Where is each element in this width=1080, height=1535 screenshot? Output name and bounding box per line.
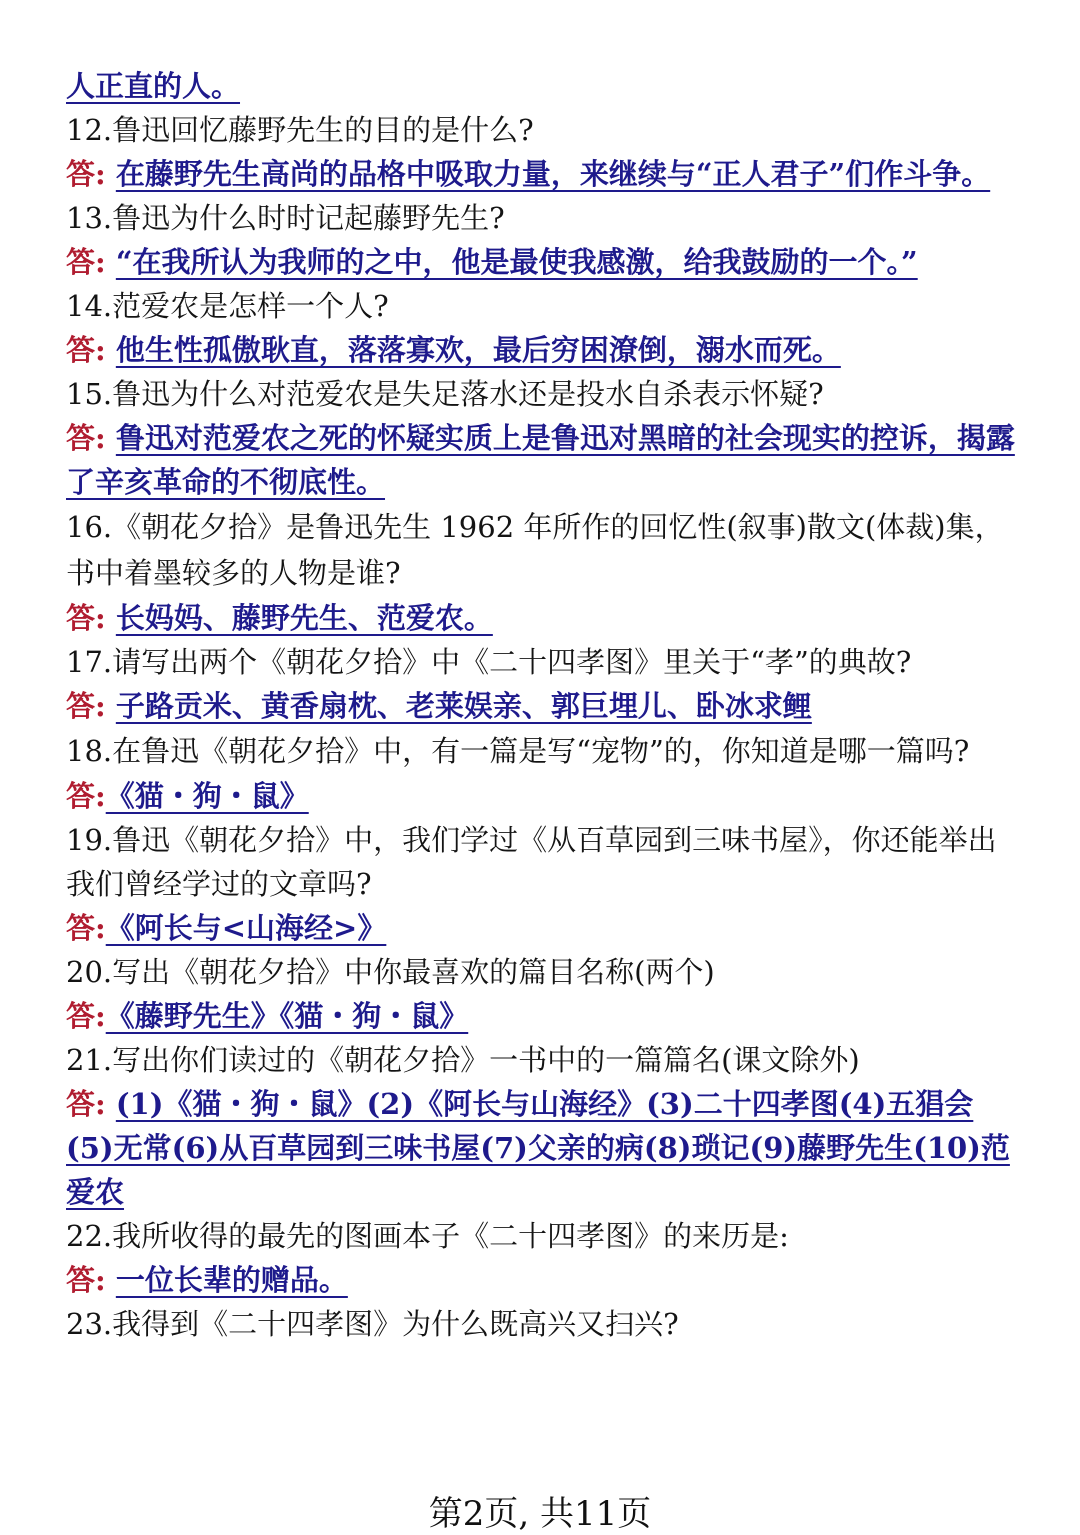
answer-21: 答: (1)《猫・狗・鼠》(2)《阿长与山海经》(3)二十四孝图(4)五猖会(5)无常(6)从百草园到三味书屋(7)父亲的病(8)琐记(9)藤野先生(10)范爱农 [66,1087,1010,1209]
answer-label: 答: [66,601,106,635]
answer-label: 答: [66,689,106,723]
question-19: 19.鲁迅《朝花夕拾》中，我们学过《从百草园到三味书屋》，你还能举出我们曾经学过的文章吗? [66,823,997,901]
qa-item-19 [66,818,1016,950]
question-16: 16.《朝花夕拾》是鲁迅先生 1962 年所作的回忆性(叙事)散文(体裁)集，书中着墨较多的人物是谁? [66,510,1004,590]
question-15: 15.鲁迅为什么对范爱农是失足落水还是投水自杀表示怀疑? [66,377,824,411]
answer-label: 答: [66,1087,106,1121]
answer-label: 答: [66,245,106,279]
answer-16: 答: 长妈妈、藤野先生、范爱农。 [66,601,493,635]
document-body [66,64,1016,1346]
answer-label: 答: [66,333,106,367]
qa-item-15 [66,372,1016,504]
qa-item-17 [66,640,1016,728]
question-22: 22.我所收得的最先的图画本子《二十四孝图》的来历是: [66,1219,789,1253]
answer-continuation: 人正直的人。 [66,69,241,103]
answer-label: 答: [66,999,106,1033]
qa-item-22 [66,1214,1016,1302]
answer-label: 答: [66,779,106,813]
qa-item-16 [66,504,1016,640]
answer-15: 答: 鲁迅对范爱农之死的怀疑实质上是鲁迅对黑暗的社会现实的控诉，揭露了辛亥革命的不彻底性。 [66,421,1015,499]
page-footer: 第2页, 共11页 [428,1494,652,1534]
question-21: 21.写出你们读过的《朝花夕拾》一书中的一篇篇名(课文除外) [66,1043,860,1077]
qa-item-21 [66,1038,1016,1214]
answer-label: 答: [66,157,106,191]
answer-label: 答: [66,421,106,455]
question-14: 14.范爱农是怎样一个人? [66,289,389,323]
answer-label: 答: [66,911,106,945]
question-23: 23.我得到《二十四孝图》为什么既高兴又扫兴? [66,1307,679,1341]
answer-13: 答: “在我所认为我师的之中，他是最使我感激，给我鼓励的一个。” [66,245,918,279]
qa-item-14 [66,284,1016,372]
qa-item-13 [66,196,1016,284]
qa-item-12 [66,108,1016,196]
answer-label: 答: [66,1263,106,1297]
qa-item-18 [66,728,1016,818]
answer-12: 答: 在藤野先生高尚的品格中吸取力量，来继续与“正人君子”们作斗争。 [66,157,991,191]
qa-item-20 [66,950,1016,1038]
answer-19: 答:《阿长与<山海经>》 [66,911,387,945]
answer-14: 答: 他生性孤傲耿直，落落寡欢，最后穷困潦倒，溺水而死。 [66,333,841,367]
answer-18: 答:《猫・狗・鼠》 [66,779,309,813]
answer-17: 答: 子路贡米、黄香扇枕、老莱娱亲、郭巨埋儿、卧冰求鲤 [66,689,812,723]
question-17: 17.请写出两个《朝花夕拾》中《二十四孝图》里关于“孝”的典故? [66,645,912,679]
answer-20: 答:《藤野先生》《猫・狗・鼠》 [66,999,469,1033]
answer-22: 答: 一位长辈的赠品。 [66,1263,348,1297]
qa-item-23 [66,1302,1016,1346]
question-12: 12.鲁迅回忆藤野先生的目的是什么? [66,113,534,147]
question-18: 18.在鲁迅《朝花夕拾》中，有一篇是写“宠物”的，你知道是哪一篇吗? [66,734,970,768]
question-13: 13.鲁迅为什么时时记起藤野先生? [66,201,505,235]
question-20: 20.写出《朝花夕拾》中你最喜欢的篇目名称(两个) [66,955,715,989]
